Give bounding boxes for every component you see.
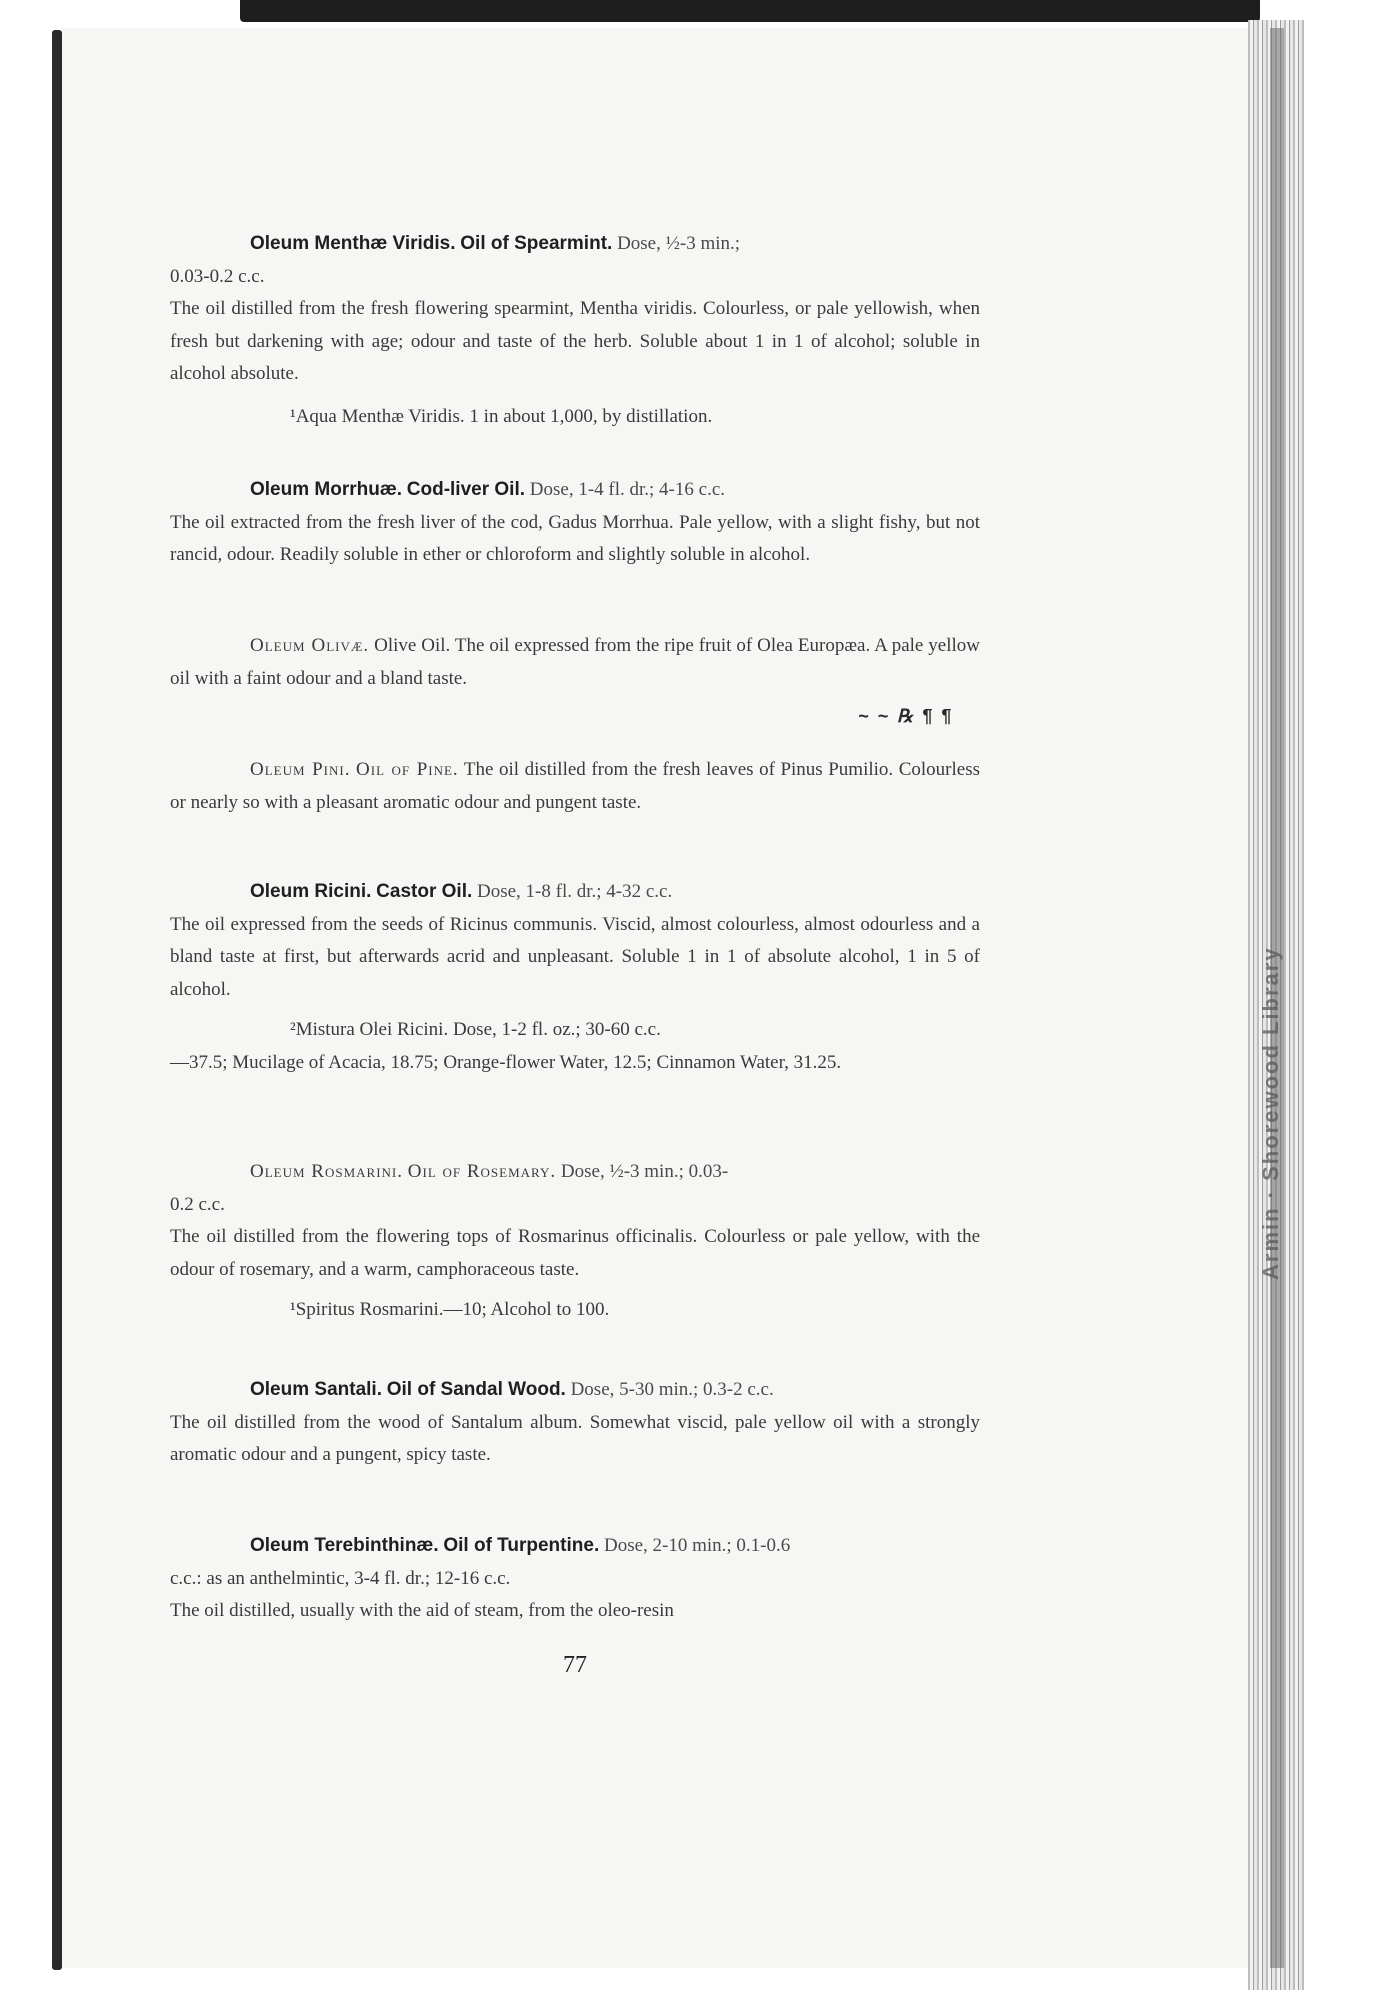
entry-body: The oil expressed from the seeds of Ricinus communis. Viscid, almost colourless, almost odourless and a bland taste at first, but afterwards acrid and unpleasant. Soluble 1 in 1 of absolute alcohol, 1 in 5 of alcohol. <box>170 913 980 1000</box>
library-stamp: Armin · Shorewood Library <box>1258 946 1283 1280</box>
entry-dose: Dose, 1-4 fl. dr.; 4-16 c.c. <box>529 479 725 500</box>
entry-oleum-terebinthinae <box>170 1530 980 1628</box>
scan-top-edge <box>0 0 1376 22</box>
entry-english: Castor Oil. <box>376 881 473 902</box>
entry-oleum-pini <box>170 754 980 819</box>
entry-head: Oleum Rosmarini. <box>250 1161 404 1182</box>
entry-dose: Dose, 5-30 min.; 0.3-2 c.c. <box>570 1379 774 1400</box>
entry-english: Cod-liver Oil. <box>406 479 526 500</box>
entry-oleum-rosmarini <box>170 1156 980 1327</box>
entry-dose: Dose, 1-8 fl. dr.; 4-32 c.c. <box>477 881 673 902</box>
entry-preparation: ¹Spiritus Rosmarini.—10; Alcohol to 100. <box>290 1299 610 1320</box>
entry-body: The oil distilled from the fresh leaves of Pinus Pumilio. Colourless or nearly so with a pleasant aromatic odour and pungent taste. <box>170 759 980 813</box>
entry-preparation: ²Mistura Olei Ricini. Dose, 1-2 fl. oz.; 30-60 c.c. <box>290 1019 661 1040</box>
entry-body: The oil distilled from the fresh flowering spearmint, Mentha viridis. Colourless, or pale yellowish, when fresh but darkening with age; odour and taste of the herb. Soluble about 1 in 1 of alcohol; soluble in alcohol absolute. <box>170 298 980 384</box>
entry-english: Oil of Sandal Wood. <box>386 1379 566 1400</box>
entry-english: Oil of Turpentine. <box>443 1535 600 1556</box>
handwritten-mark: ~ ~ ℞ ¶ ¶ <box>858 706 954 726</box>
entry-body: The oil distilled, usually with the aid of steam, from the oleo-resin <box>170 1600 674 1621</box>
page-number: 77 <box>563 1652 587 1678</box>
entry-oleum-morrhuae <box>170 474 980 572</box>
binding-edge <box>0 0 68 2000</box>
entry-english: Oil of Pine. <box>356 759 459 780</box>
entry-dose-cont: 0.03-0.2 c.c. <box>170 265 265 287</box>
entry-dose-cont: 0.2 c.c. <box>170 1193 225 1215</box>
entry-body: The oil distilled from the wood of Santalum album. Somewhat viscid, pale yellow oil with a strongly aromatic odour and a pungent, spicy taste. <box>170 1411 980 1465</box>
entry-dose: Dose, 2-10 min.; 0.1-0.6 <box>603 1535 791 1556</box>
entry-head: Oleum Pini. <box>250 759 351 780</box>
entry-oleum-santali <box>170 1374 980 1472</box>
entry-head: Oleum Menthæ Viridis. <box>250 233 456 254</box>
entry-body: The oil distilled from the flowering tops of Rosmarinus officinalis. Colourless or pale yellow, with the odour of rosemary, and a warm, camphoraceous taste. <box>170 1226 980 1280</box>
entry-english: Oil of Rosemary. <box>407 1161 557 1182</box>
entry-head: Oleum Terebinthinæ. <box>250 1535 439 1556</box>
entry-oleum-olivae <box>170 630 980 695</box>
entry-head: Oleum Santali. <box>250 1379 382 1400</box>
entry-head: Oleum Morrhuæ. <box>250 479 403 500</box>
entry-head: Oleum Ricini. <box>250 881 372 902</box>
entry-english: Oil of Spearmint. <box>460 233 613 254</box>
entry-dose: Dose, ½-3 min.; 0.03- <box>560 1161 729 1182</box>
entry-head: Oleum Olivæ. <box>250 635 370 656</box>
entry-dose: Dose, ½-3 min.; <box>617 233 741 254</box>
entry-preparation: ¹Aqua Menthæ Viridis. 1 in about 1,000, by distillation. <box>290 405 713 427</box>
entry-preparation-cont: —37.5; Mucilage of Acacia, 18.75; Orange-flower Water, 12.5; Cinnamon Water, 31.25. <box>170 1051 842 1073</box>
entry-body: Olive Oil. The oil expressed from the ripe fruit of Olea Europæa. A pale yellow oil with a faint odour and a bland taste. <box>170 635 980 689</box>
entry-body: The oil extracted from the fresh liver of the cod, Gadus Morrhua. Pale yellow, with a slight fishy, but not rancid, odour. Readily soluble in ether or chloroform and slightly soluble in alcohol. <box>170 511 980 565</box>
entry-oleum-menthae-viridis <box>170 228 980 433</box>
entry-oleum-ricini <box>170 876 980 1079</box>
entry-dose-cont: c.c.: as an anthelmintic, 3-4 fl. dr.; 12-16 c.c. <box>170 1567 511 1589</box>
